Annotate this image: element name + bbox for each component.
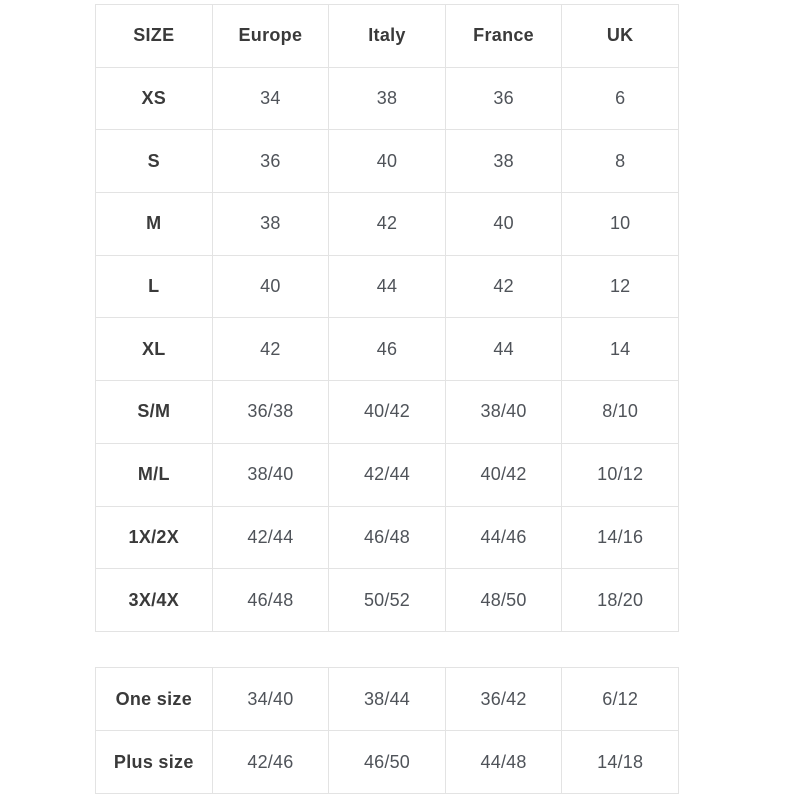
size-table-body <box>96 67 679 631</box>
table-cell: 8/10 <box>562 381 679 444</box>
row-label-m: M <box>96 193 213 256</box>
table-cell: 34 <box>212 67 329 130</box>
table-cell: 40 <box>445 193 562 256</box>
column-header-size: SIZE <box>96 5 213 68</box>
table-cell: 38 <box>329 67 446 130</box>
table-cell: 12 <box>562 255 679 318</box>
row-label-1x-2x: 1X/2X <box>96 506 213 569</box>
table-cell: 38/40 <box>445 381 562 444</box>
column-header-uk: UK <box>562 5 679 68</box>
table-header-row <box>96 5 679 68</box>
column-header-italy: Italy <box>329 5 446 68</box>
table-cell: 40 <box>212 255 329 318</box>
table-row-m-l <box>96 443 679 506</box>
row-label-xl: XL <box>96 318 213 381</box>
table-cell: 8 <box>562 130 679 193</box>
row-label-plus-size: Plus size <box>96 731 213 794</box>
table-cell: 44 <box>329 255 446 318</box>
row-label-s-m: S/M <box>96 381 213 444</box>
table-cell: 14 <box>562 318 679 381</box>
table-cell: 36/38 <box>212 381 329 444</box>
table-cell: 10/12 <box>562 443 679 506</box>
table-cell: 14/16 <box>562 506 679 569</box>
table-cell: 48/50 <box>445 569 562 632</box>
table-cell: 46 <box>329 318 446 381</box>
table-cell: 38/40 <box>212 443 329 506</box>
table-cell: 42/46 <box>212 731 329 794</box>
size-conversion-table <box>95 4 679 632</box>
table-row-plus-size <box>96 731 679 794</box>
size-table-header <box>96 5 679 68</box>
table-row-s <box>96 130 679 193</box>
table-cell: 40 <box>329 130 446 193</box>
table-row-one-size <box>96 668 679 731</box>
table-cell: 40/42 <box>329 381 446 444</box>
table-row-3x-4x <box>96 569 679 632</box>
table-row-s-m <box>96 381 679 444</box>
row-label-xs: XS <box>96 67 213 130</box>
table-cell: 36 <box>445 67 562 130</box>
row-label-one-size: One size <box>96 668 213 731</box>
table-cell: 6/12 <box>562 668 679 731</box>
table-cell: 36/42 <box>445 668 562 731</box>
column-header-france: France <box>445 5 562 68</box>
table-cell: 46/48 <box>329 506 446 569</box>
row-label-m-l: M/L <box>96 443 213 506</box>
table-cell: 42 <box>445 255 562 318</box>
table-row-xl <box>96 318 679 381</box>
table-cell: 38 <box>212 193 329 256</box>
table-cell: 46/48 <box>212 569 329 632</box>
table-cell: 42/44 <box>212 506 329 569</box>
table-cell: 18/20 <box>562 569 679 632</box>
table-cell: 44/48 <box>445 731 562 794</box>
column-header-europe: Europe <box>212 5 329 68</box>
special-size-table <box>95 667 679 794</box>
table-row-m <box>96 193 679 256</box>
table-cell: 38/44 <box>329 668 446 731</box>
table-row-l <box>96 255 679 318</box>
table-cell: 36 <box>212 130 329 193</box>
table-cell: 14/18 <box>562 731 679 794</box>
table-cell: 44 <box>445 318 562 381</box>
special-size-table-body <box>96 668 679 794</box>
table-cell: 42 <box>329 193 446 256</box>
table-cell: 50/52 <box>329 569 446 632</box>
table-cell: 40/42 <box>445 443 562 506</box>
table-cell: 44/46 <box>445 506 562 569</box>
table-cell: 6 <box>562 67 679 130</box>
table-row-xs <box>96 67 679 130</box>
table-cell: 42 <box>212 318 329 381</box>
row-label-s: S <box>96 130 213 193</box>
table-cell: 46/50 <box>329 731 446 794</box>
table-cell: 34/40 <box>212 668 329 731</box>
table-cell: 42/44 <box>329 443 446 506</box>
table-cell: 10 <box>562 193 679 256</box>
row-label-3x-4x: 3X/4X <box>96 569 213 632</box>
table-row-1x-2x <box>96 506 679 569</box>
row-label-l: L <box>96 255 213 318</box>
table-cell: 38 <box>445 130 562 193</box>
